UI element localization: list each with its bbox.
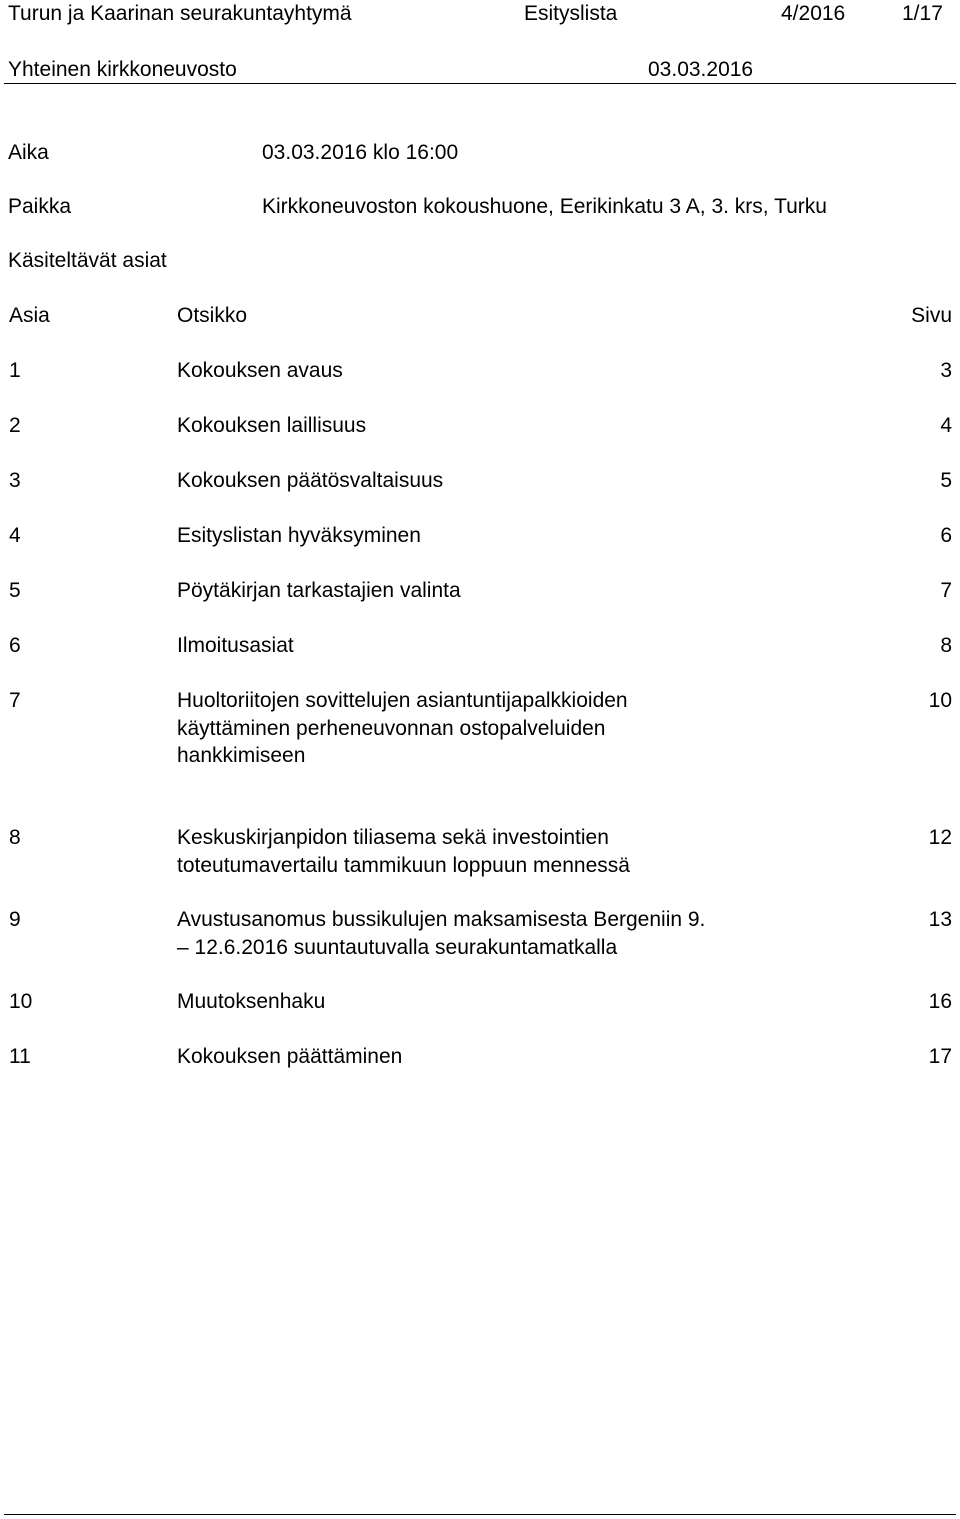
agenda-item-title-line: Keskuskirjanpidon tiliasema sekä investointien	[177, 826, 609, 849]
agenda-item-title	[177, 687, 787, 770]
agenda-item-title-line: hankkimiseen	[177, 744, 306, 767]
agenda-item-number: 10	[9, 990, 33, 1013]
agenda-item-title	[177, 906, 787, 961]
place-value: Kirkkoneuvoston kokoushuone, Eerikinkatu 3 A, 3. krs, Turku	[262, 195, 827, 218]
agenda-item-page: 12	[928, 826, 952, 849]
agenda-item-title-line: toteutumavertailu tammikuun loppuun mennessä	[177, 853, 630, 877]
agenda-item-title-line: Kokouksen avaus	[177, 359, 343, 382]
column-header-number: Asia	[9, 304, 50, 327]
agenda-item-number: 1	[9, 359, 21, 382]
agenda-item-page: 5	[940, 469, 952, 492]
column-header-title: Otsikko	[177, 304, 248, 327]
agenda-item-page: 13	[928, 908, 952, 931]
footer-divider	[4, 1514, 956, 1515]
agenda-item-number: 3	[9, 469, 21, 492]
header-date: 03.03.2016	[648, 58, 754, 81]
agenda-item-page: 8	[940, 634, 952, 657]
agenda-item-page: 17	[928, 1045, 952, 1068]
agenda-item-page: 6	[940, 524, 952, 547]
agenda-item-title	[177, 824, 787, 879]
header-body: Yhteinen kirkkoneuvosto	[8, 58, 237, 81]
agenda-item-number: 4	[9, 524, 21, 547]
agenda-item-title	[177, 988, 787, 1016]
agenda-item-title-line: Ilmoitusasiat	[177, 634, 294, 657]
agenda-item-title-line: Muutoksenhaku	[177, 990, 326, 1013]
agenda-item-title-line: – 12.6.2016 suuntautuvalla seurakuntamatkalla	[177, 935, 618, 959]
agenda-item-title-line: Pöytäkirjan tarkastajien valinta	[177, 579, 461, 602]
header-doc-number: 4/2016	[781, 2, 846, 25]
agenda-item-number: 6	[9, 634, 21, 657]
agenda-item-number: 5	[9, 579, 21, 602]
place-label: Paikka	[8, 195, 72, 218]
header-organization: Turun ja Kaarinan seurakuntayhtymä	[8, 2, 352, 25]
agenda-item-title	[177, 467, 787, 495]
agenda-item-title-line: Huoltoriitojen sovittelujen asiantuntijapalkkioiden	[177, 689, 628, 712]
agenda-item-page: 4	[940, 414, 952, 437]
agenda-item-page: 10	[928, 689, 952, 712]
agenda-item-number: 8	[9, 826, 21, 849]
agenda-item-title	[177, 412, 787, 440]
agenda-item-number: 7	[9, 689, 21, 712]
header-page-number: 1/17	[902, 2, 943, 25]
agenda-item-title	[177, 357, 787, 385]
agenda-item-title-line: Avustusanomus bussikulujen maksamisesta Bergeniin 9.	[177, 908, 706, 931]
agenda-item-title	[177, 632, 787, 660]
header-divider	[4, 83, 956, 84]
agenda-item-page: 16	[928, 990, 952, 1013]
time-value: 03.03.2016 klo 16:00	[262, 141, 459, 164]
time-label: Aika	[8, 141, 49, 164]
agenda-item-title	[177, 577, 787, 605]
agenda-item-number: 11	[9, 1045, 31, 1068]
column-header-page: Sivu	[911, 304, 952, 327]
header-doc-type: Esityslista	[524, 2, 618, 25]
agenda-item-number: 9	[9, 908, 21, 931]
agenda-item-number: 2	[9, 414, 21, 437]
agenda-item-title-line: käyttäminen perheneuvonnan ostopalveluiden	[177, 716, 606, 740]
agenda-item-page: 3	[940, 359, 952, 382]
agenda-item-title-line: Kokouksen laillisuus	[177, 414, 367, 437]
agenda-item-title-line: Kokouksen päättäminen	[177, 1045, 403, 1068]
agenda-item-title	[177, 522, 787, 550]
agenda-item-title-line: Esityslistan hyväksyminen	[177, 524, 421, 547]
agenda-heading: Käsiteltävät asiat	[8, 249, 167, 272]
agenda-item-title-line: Kokouksen päätösvaltaisuus	[177, 469, 444, 492]
agenda-item-title	[177, 1043, 787, 1071]
agenda-item-page: 7	[940, 579, 952, 602]
